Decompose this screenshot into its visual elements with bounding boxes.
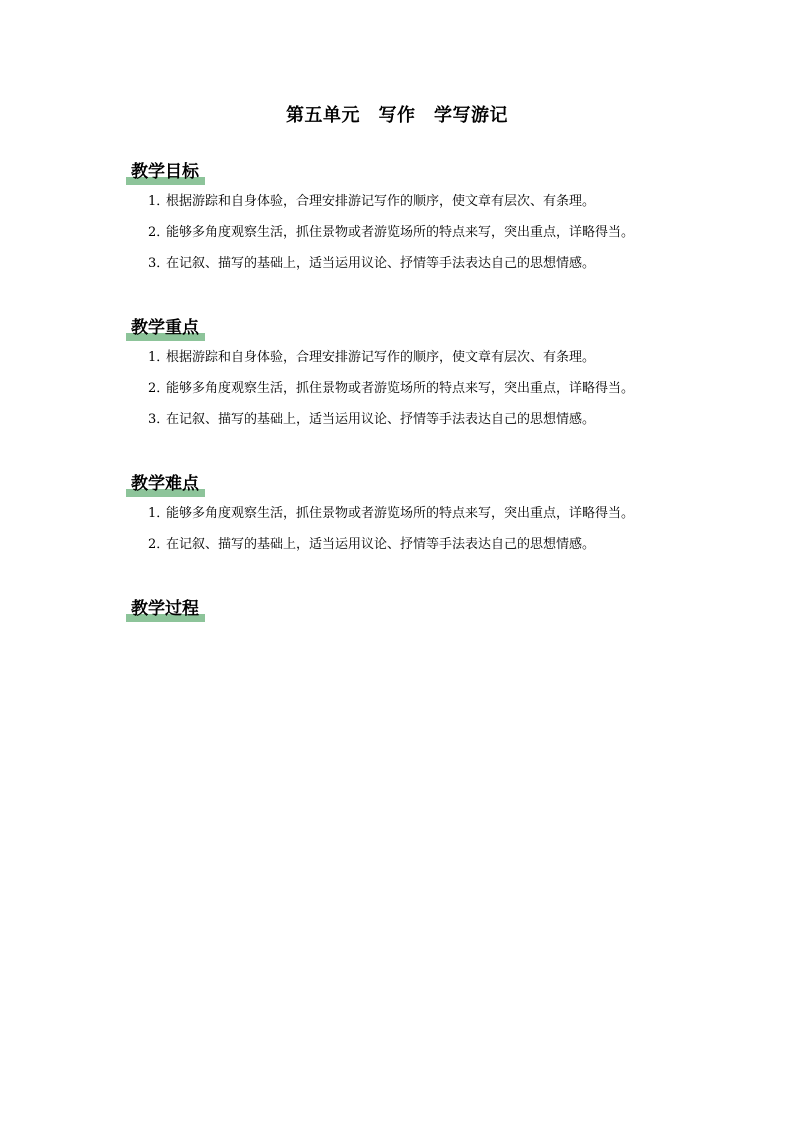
list-item [148, 537, 706, 553]
item-number: 1． [148, 350, 170, 365]
difficulty-list [126, 506, 706, 553]
section-heading [126, 160, 205, 184]
section-heading [126, 316, 205, 340]
item-number: 1． [148, 194, 170, 209]
item-text: 在记叙、描写的基础上，适当运用议论、抒情等手法表达自己的思想情感。 [166, 412, 596, 427]
item-number: 2． [148, 225, 170, 240]
list-item [148, 194, 706, 210]
item-number: 2． [148, 381, 170, 396]
item-text: 根据游踪和自身体验，合理安排游记写作的顺序，使文章有层次、有条理。 [166, 350, 596, 365]
list-item [148, 350, 706, 366]
item-text: 根据游踪和自身体验，合理安排游记写作的顺序，使文章有层次、有条理。 [166, 194, 596, 209]
focus-list [126, 350, 706, 428]
item-text: 在记叙、描写的基础上，适当运用议论、抒情等手法表达自己的思想情感。 [166, 256, 596, 271]
item-number: 3． [148, 412, 170, 427]
item-text: 在记叙、描写的基础上，适当运用议论、抒情等手法表达自己的思想情感。 [166, 537, 596, 552]
objective-list [126, 194, 706, 272]
section-heading [126, 597, 205, 621]
list-item [148, 412, 706, 428]
item-number: 3． [148, 256, 170, 271]
section-heading-text: 教学难点 [131, 474, 199, 494]
list-item [148, 225, 706, 241]
list-item [148, 381, 706, 397]
item-number: 1． [148, 506, 170, 521]
item-number: 2． [148, 537, 170, 552]
section-teaching-objectives [126, 160, 706, 287]
section-teaching-process [126, 597, 706, 621]
section-heading-text: 教学目标 [131, 162, 199, 182]
section-heading-text: 教学重点 [131, 318, 199, 338]
section-heading [126, 472, 205, 496]
item-text: 能够多角度观察生活，抓住景物或者游览场所的特点来写，突出重点，详略得当。 [166, 506, 635, 521]
list-item [148, 256, 706, 272]
section-teaching-difficulties [126, 472, 706, 568]
item-text: 能够多角度观察生活，抓住景物或者游览场所的特点来写，突出重点，详略得当。 [166, 381, 635, 396]
list-item [148, 506, 706, 522]
section-teaching-focus [126, 316, 706, 443]
page-title: 第五单元 写作 学写游记 [286, 105, 508, 126]
section-heading-text: 教学过程 [131, 599, 199, 619]
item-text: 能够多角度观察生活，抓住景物或者游览场所的特点来写，突出重点，详略得当。 [166, 225, 635, 240]
